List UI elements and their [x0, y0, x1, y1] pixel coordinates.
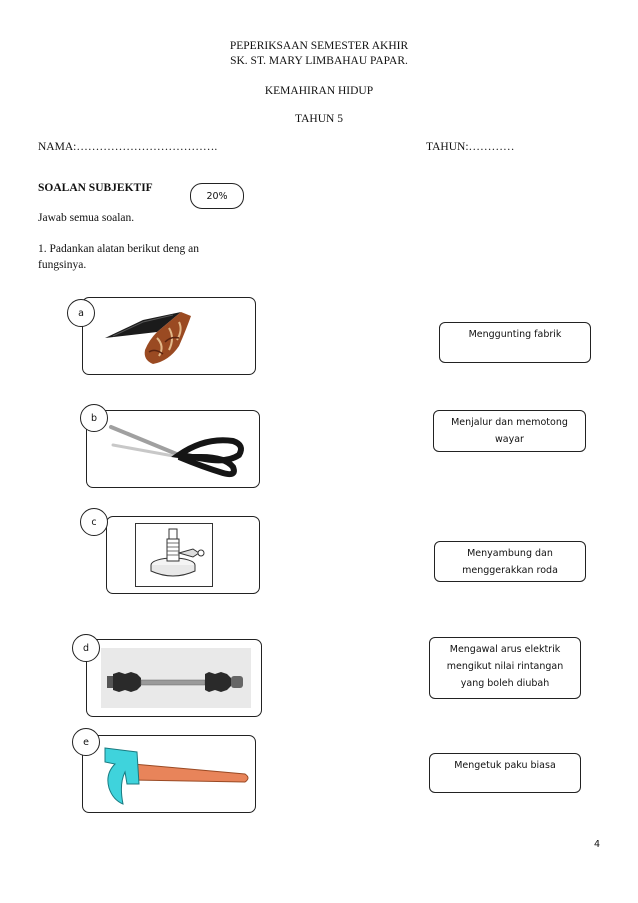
exam-title: PEPERIKSAAN SEMESTER AKHIR: [229, 40, 409, 52]
question-line-2: fungsinya.: [38, 259, 87, 271]
knife-icon: [83, 298, 255, 374]
answer-3-line-1: Menyambung dan: [467, 548, 553, 559]
answer-2-line-1: Menjalur dan memotong: [451, 417, 568, 428]
instruction-text: Jawab semua soalan.: [38, 212, 135, 224]
soldering-stand-icon: [107, 517, 259, 593]
item-d-box: [86, 639, 262, 717]
answer-5-text: Mengetuk paku biasa: [454, 760, 556, 771]
school-name: SK. ST. MARY LIMBAHAU PAPAR.: [230, 55, 408, 67]
hammer-icon: [83, 736, 255, 812]
answer-4-line-2: mengikut nilai rintangan: [446, 661, 564, 672]
answer-3-line-2: menggerakkan roda: [462, 565, 558, 576]
answer-3: [434, 541, 586, 582]
answer-2: [433, 410, 586, 452]
section-title: SOALAN SUBJEKTIF: [38, 182, 153, 194]
answer-1-text: Menggunting fabrik: [468, 329, 562, 340]
answer-5: [429, 753, 581, 793]
item-a-box: [82, 297, 256, 375]
answer-2-line-2: wayar: [495, 434, 524, 445]
item-b-label: b: [80, 404, 108, 432]
question-line-1: 1. Padankan alatan berikut deng an: [38, 243, 199, 255]
item-e-label: e: [72, 728, 100, 756]
item-a-label: a: [67, 299, 95, 327]
item-c-label: c: [80, 508, 108, 536]
name-field: NAMA:……………………………….: [38, 141, 218, 153]
scissors-icon: [87, 411, 259, 487]
drive-shaft-icon: [87, 640, 261, 716]
answer-4: [429, 637, 581, 699]
class-field: TAHUN:…………: [426, 141, 515, 153]
answer-4-line-3: yang boleh diubah: [460, 678, 550, 689]
item-c-box: [106, 516, 260, 594]
page-number: 4: [594, 839, 601, 850]
year-title: TAHUN 5: [295, 113, 343, 125]
marks-badge: 20%: [190, 183, 244, 209]
subject-title: KEMAHIRAN HIDUP: [264, 85, 374, 97]
answer-4-line-1: Mengawal arus elektrik: [449, 644, 561, 655]
item-b-box: [86, 410, 260, 488]
answer-1: [439, 322, 591, 363]
item-e-box: [82, 735, 256, 813]
item-d-label: d: [72, 634, 100, 662]
